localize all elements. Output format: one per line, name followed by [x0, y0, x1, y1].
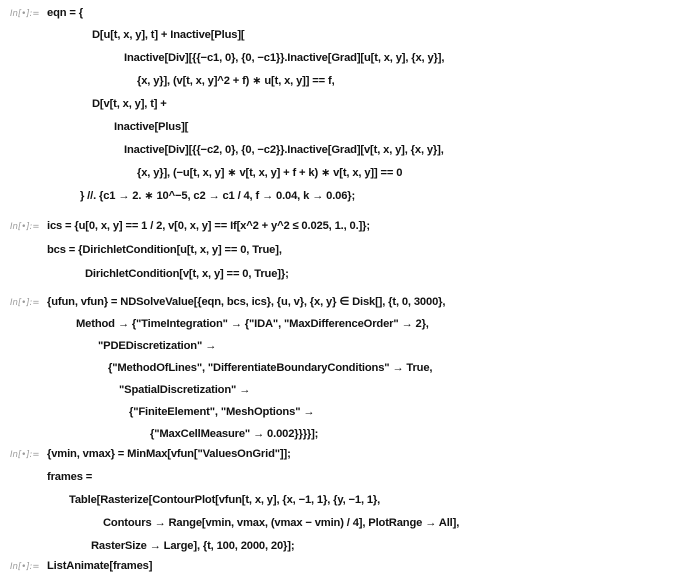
input-cell-label: In[•]:= — [10, 450, 40, 460]
input-cell-label: In[•]:= — [10, 298, 40, 308]
code-line[interactable]: ics = {u[0, x, y] == 1 / 2, v[0, x, y] == If[x^2 + y^2 ≤ 0.025, 1., 0.]}; — [47, 220, 370, 232]
code-line[interactable]: frames = — [47, 471, 93, 483]
input-cell-label: In[•]:= — [10, 562, 40, 572]
code-line[interactable]: RasterSize → Large], {t, 100, 2000, 20}]; — [91, 540, 295, 552]
code-line[interactable]: {ufun, vfun} = NDSolveValue[{eqn, bcs, ics}, {u, v}, {x, y} ∈ Disk[], {t, 0, 3000}, — [47, 296, 446, 308]
code-line[interactable]: Table[Rasterize[ContourPlot[vfun[t, x, y], {x, −1, 1}, {y, −1, 1}, — [69, 494, 381, 506]
input-cell-frames[interactable] — [0, 444, 692, 556]
code-line[interactable]: {x, y}], (v[t, x, y]^2 + f) ∗ u[t, x, y]] == f, — [137, 75, 335, 87]
code-line[interactable]: D[v[t, x, y], t] + — [92, 98, 167, 110]
code-line[interactable]: Inactive[Plus][ — [114, 121, 189, 133]
code-line[interactable]: {x, y}], (−u[t, x, y] ∗ v[t, x, y] + f + k) ∗ v[t, x, y]] == 0 — [137, 167, 403, 179]
code-line[interactable]: } //. {c1 → 2. ∗ 10^−5, c2 → c1 / 4, f → 0.04, k → 0.06}; — [80, 190, 356, 202]
code-line[interactable]: Contours → Range[vmin, vmax, (vmax − vmin) / 4], PlotRange → All], — [103, 517, 460, 529]
code-line[interactable]: DirichletCondition[v[t, x, y] == 0, True]}; — [85, 268, 289, 280]
input-cell-eqn[interactable] — [0, 0, 692, 212]
code-line[interactable]: "PDEDiscretization" → — [98, 340, 217, 352]
code-line[interactable]: Method → {"TimeIntegration" → {"IDA", "MaxDifferenceOrder" → 2}, — [76, 318, 429, 330]
code-line[interactable]: eqn = { — [47, 7, 83, 19]
code-line[interactable]: ListAnimate[frames] — [47, 560, 153, 572]
input-cell-animate[interactable] — [0, 556, 692, 584]
input-cell-ndsolve[interactable] — [0, 292, 692, 444]
code-line[interactable]: {"MethodOfLines", "DifferentiateBoundaryConditions" → True, — [108, 362, 433, 374]
code-line[interactable]: D[u[t, x, y], t] + Inactive[Plus][ — [92, 29, 245, 41]
code-line[interactable]: "SpatialDiscretization" → — [119, 384, 251, 396]
code-line[interactable]: bcs = {DirichletCondition[u[t, x, y] == 0, True], — [47, 244, 282, 256]
code-line[interactable]: Inactive[Div][{{−c1, 0}, {0, −c1}}.Inactive[Grad][u[t, x, y], {x, y}], — [124, 52, 445, 64]
input-cell-label: In[•]:= — [10, 9, 40, 19]
code-line[interactable]: {"FiniteElement", "MeshOptions" → — [129, 406, 315, 418]
code-line[interactable]: Inactive[Div][{{−c2, 0}, {0, −c2}}.Inactive[Grad][v[t, x, y], {x, y}], — [124, 144, 444, 156]
input-cell-label: In[•]:= — [10, 222, 40, 232]
code-line[interactable]: {vmin, vmax} = MinMax[vfun["ValuesOnGrid"]]; — [47, 448, 291, 460]
code-line[interactable]: {"MaxCellMeasure" → 0.002}}}}]; — [150, 428, 319, 440]
input-cell-ics-bcs[interactable] — [0, 212, 692, 292]
